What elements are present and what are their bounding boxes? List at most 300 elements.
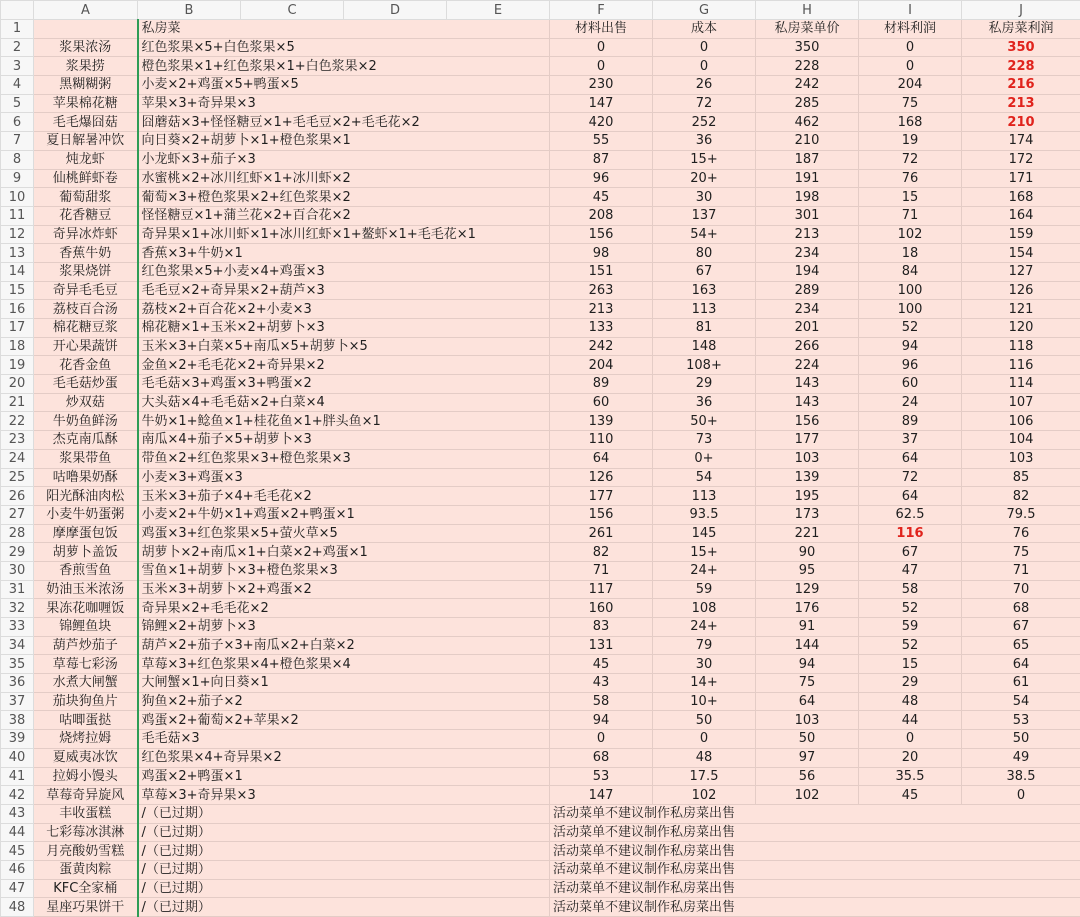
cell-i[interactable]: 24: [859, 393, 962, 412]
cell-g[interactable]: 137: [653, 206, 756, 225]
cell-ingredients[interactable]: /（已过期）: [138, 879, 550, 898]
cell-ingredients[interactable]: /（已过期）: [138, 823, 550, 842]
cell[interactable]: 私房菜利润: [962, 20, 1080, 39]
column-header-a[interactable]: A: [34, 1, 138, 20]
cell-i[interactable]: 75: [859, 94, 962, 113]
cell-j[interactable]: 70: [962, 580, 1080, 599]
cell-h[interactable]: 97: [756, 748, 859, 767]
cell-i[interactable]: 71: [859, 206, 962, 225]
row-number[interactable]: 22: [1, 412, 34, 431]
cell-dish-name[interactable]: 果冻花咖喱饭: [34, 599, 138, 618]
cell-g[interactable]: 54: [653, 468, 756, 487]
cell-ingredients[interactable]: 玉米×3+茄子×4+毛毛花×2: [138, 487, 550, 506]
cell-f[interactable]: 110: [550, 431, 653, 450]
cell-dish-name[interactable]: 浆果捞: [34, 57, 138, 76]
cell-g[interactable]: 24+: [653, 561, 756, 580]
cell-h[interactable]: 266: [756, 337, 859, 356]
cell-ingredients[interactable]: 奇异果×2+毛毛花×2: [138, 599, 550, 618]
cell-i[interactable]: 102: [859, 225, 962, 244]
cell-g[interactable]: 113: [653, 300, 756, 319]
cell-dish-name[interactable]: 荔枝百合汤: [34, 300, 138, 319]
cell-i[interactable]: 59: [859, 618, 962, 637]
cell-dish-name[interactable]: 拉姆小馒头: [34, 767, 138, 786]
cell-f[interactable]: 0: [550, 730, 653, 749]
row-number[interactable]: 13: [1, 244, 34, 263]
cell-ingredients[interactable]: 棉花糖×1+玉米×2+胡萝卜×3: [138, 319, 550, 338]
cell-dish-name[interactable]: 茄块狗鱼片: [34, 692, 138, 711]
cell-dish-name[interactable]: 星座巧果饼干: [34, 898, 138, 917]
cell-i[interactable]: 15: [859, 188, 962, 207]
cell-i[interactable]: 35.5: [859, 767, 962, 786]
cell-i[interactable]: 0: [859, 730, 962, 749]
cell-g[interactable]: 0+: [653, 449, 756, 468]
row-number[interactable]: 41: [1, 767, 34, 786]
cell-f[interactable]: 0: [550, 38, 653, 57]
cell-dish-name[interactable]: 咕唧蛋挞: [34, 711, 138, 730]
cell-i[interactable]: 204: [859, 76, 962, 95]
cell-f[interactable]: 68: [550, 748, 653, 767]
cell-h[interactable]: 173: [756, 505, 859, 524]
cell-j[interactable]: 164: [962, 206, 1080, 225]
cell-g[interactable]: 30: [653, 655, 756, 674]
cell-f[interactable]: 147: [550, 786, 653, 805]
cell-i[interactable]: 58: [859, 580, 962, 599]
column-header-c[interactable]: C: [241, 1, 344, 20]
cell-f[interactable]: 204: [550, 356, 653, 375]
row-number[interactable]: 32: [1, 599, 34, 618]
cell-dish-name[interactable]: 浆果烧饼: [34, 262, 138, 281]
cell-j[interactable]: 107: [962, 393, 1080, 412]
cell-j[interactable]: 168: [962, 188, 1080, 207]
cell-j[interactable]: 103: [962, 449, 1080, 468]
cell-f[interactable]: 160: [550, 599, 653, 618]
cell-ingredients[interactable]: 向日葵×2+胡萝卜×1+橙色浆果×1: [138, 132, 550, 151]
select-all-corner[interactable]: [1, 1, 34, 20]
cell-ingredients[interactable]: 鸡蛋×2+葡萄×2+苹果×2: [138, 711, 550, 730]
cell-dish-name[interactable]: 牛奶鱼鲜汤: [34, 412, 138, 431]
cell-i[interactable]: 64: [859, 487, 962, 506]
cell-f[interactable]: 420: [550, 113, 653, 132]
cell-ingredients[interactable]: 毛毛菇×3+鸡蛋×3+鸭蛋×2: [138, 375, 550, 394]
row-number[interactable]: 48: [1, 898, 34, 917]
cell-f[interactable]: 96: [550, 169, 653, 188]
cell-i[interactable]: 29: [859, 674, 962, 693]
cell-g[interactable]: 93.5: [653, 505, 756, 524]
row-number[interactable]: 42: [1, 786, 34, 805]
cell-dish-name[interactable]: 仙桃鲜虾卷: [34, 169, 138, 188]
cell-dish-name[interactable]: 奶油玉米浓汤: [34, 580, 138, 599]
cell-i[interactable]: 60: [859, 375, 962, 394]
cell-dish-name[interactable]: 花香糖豆: [34, 206, 138, 225]
cell-f[interactable]: 156: [550, 505, 653, 524]
cell-g[interactable]: 15+: [653, 150, 756, 169]
cell-g[interactable]: 73: [653, 431, 756, 450]
cell-j[interactable]: 50: [962, 730, 1080, 749]
cell-i[interactable]: 62.5: [859, 505, 962, 524]
cell-j[interactable]: 210: [962, 113, 1080, 132]
cell-i[interactable]: 52: [859, 599, 962, 618]
cell-note[interactable]: 活动菜单不建议制作私房菜出售: [550, 842, 1080, 861]
cell-i[interactable]: 84: [859, 262, 962, 281]
cell-g[interactable]: 108+: [653, 356, 756, 375]
cell-dish-name[interactable]: 胡萝卜盖饭: [34, 543, 138, 562]
cell-ingredients[interactable]: /（已过期）: [138, 898, 550, 917]
cell-h[interactable]: 94: [756, 655, 859, 674]
cell-dish-name[interactable]: 烧烤拉姆: [34, 730, 138, 749]
cell-g[interactable]: 79: [653, 636, 756, 655]
cell-ingredients[interactable]: 小麦×2+牛奶×1+鸡蛋×2+鸭蛋×1: [138, 505, 550, 524]
cell-h[interactable]: 234: [756, 244, 859, 263]
cell-ingredients[interactable]: 橙色浆果×1+红色浆果×1+白色浆果×2: [138, 57, 550, 76]
cell-ingredients[interactable]: 草莓×3+红色浆果×4+橙色浆果×4: [138, 655, 550, 674]
cell-ingredients[interactable]: 草莓×3+奇异果×3: [138, 786, 550, 805]
cell-dish-name[interactable]: 香煎雪鱼: [34, 561, 138, 580]
cell-i[interactable]: 96: [859, 356, 962, 375]
cell-j[interactable]: 350: [962, 38, 1080, 57]
cell-dish-name[interactable]: 葡萄甜浆: [34, 188, 138, 207]
cell-f[interactable]: 0: [550, 57, 653, 76]
cell-f[interactable]: 139: [550, 412, 653, 431]
cell-ingredients[interactable]: 荔枝×2+百合花×2+小麦×3: [138, 300, 550, 319]
cell-j[interactable]: 228: [962, 57, 1080, 76]
cell-i[interactable]: 52: [859, 319, 962, 338]
cell-f[interactable]: 45: [550, 655, 653, 674]
row-number[interactable]: 23: [1, 431, 34, 450]
column-header-i[interactable]: I: [859, 1, 962, 20]
row-number[interactable]: 45: [1, 842, 34, 861]
cell-g[interactable]: 20+: [653, 169, 756, 188]
cell-i[interactable]: 0: [859, 57, 962, 76]
cell-ingredients[interactable]: 毛毛豆×2+奇异果×2+葫芦×3: [138, 281, 550, 300]
cell-ingredients[interactable]: 苹果×3+奇异果×3: [138, 94, 550, 113]
cell-g[interactable]: 29: [653, 375, 756, 394]
cell-note[interactable]: 活动菜单不建议制作私房菜出售: [550, 879, 1080, 898]
cell-f[interactable]: 156: [550, 225, 653, 244]
cell-j[interactable]: 120: [962, 319, 1080, 338]
cell-j[interactable]: 54: [962, 692, 1080, 711]
cell[interactable]: 材料出售: [550, 20, 653, 39]
cell-j[interactable]: 68: [962, 599, 1080, 618]
cell-g[interactable]: 145: [653, 524, 756, 543]
cell-dish-name[interactable]: 月亮酸奶雪糕: [34, 842, 138, 861]
cell-j[interactable]: 76: [962, 524, 1080, 543]
cell[interactable]: 私房菜单价: [756, 20, 859, 39]
cell-j[interactable]: 71: [962, 561, 1080, 580]
cell-h[interactable]: 187: [756, 150, 859, 169]
cell-ingredients[interactable]: 葡萄×3+橙色浆果×2+红色浆果×2: [138, 188, 550, 207]
cell-dish-name[interactable]: 奇异毛毛豆: [34, 281, 138, 300]
cell-ingredients[interactable]: 香蕉×3+牛奶×1: [138, 244, 550, 263]
cell-f[interactable]: 117: [550, 580, 653, 599]
row-number[interactable]: 21: [1, 393, 34, 412]
cell-g[interactable]: 80: [653, 244, 756, 263]
cell-h[interactable]: 195: [756, 487, 859, 506]
cell-i[interactable]: 48: [859, 692, 962, 711]
cell-h[interactable]: 103: [756, 449, 859, 468]
cell-dish-name[interactable]: 棉花糖豆浆: [34, 319, 138, 338]
cell-h[interactable]: 143: [756, 393, 859, 412]
cell-ingredients[interactable]: 鸡蛋×2+鸭蛋×1: [138, 767, 550, 786]
cell-j[interactable]: 38.5: [962, 767, 1080, 786]
cell-j[interactable]: 67: [962, 618, 1080, 637]
cell-h[interactable]: 301: [756, 206, 859, 225]
cell-h[interactable]: 462: [756, 113, 859, 132]
cell-j[interactable]: 106: [962, 412, 1080, 431]
cell-dish-name[interactable]: 毛毛爆囧菇: [34, 113, 138, 132]
row-number[interactable]: 46: [1, 860, 34, 879]
cell-ingredients[interactable]: 葫芦×2+茄子×3+南瓜×2+白菜×2: [138, 636, 550, 655]
cell-i[interactable]: 94: [859, 337, 962, 356]
cell-h[interactable]: 201: [756, 319, 859, 338]
cell-note[interactable]: 活动菜单不建议制作私房菜出售: [550, 823, 1080, 842]
row-number[interactable]: 17: [1, 319, 34, 338]
cell-h[interactable]: 194: [756, 262, 859, 281]
cell-h[interactable]: 156: [756, 412, 859, 431]
row-number[interactable]: 15: [1, 281, 34, 300]
row-number[interactable]: 1: [1, 20, 34, 39]
cell-f[interactable]: 98: [550, 244, 653, 263]
cell-i[interactable]: 72: [859, 150, 962, 169]
cell-i[interactable]: 18: [859, 244, 962, 263]
cell-dish-name[interactable]: 香蕉牛奶: [34, 244, 138, 263]
cell-j[interactable]: 85: [962, 468, 1080, 487]
cell-ingredients[interactable]: 玉米×3+胡萝卜×2+鸡蛋×2: [138, 580, 550, 599]
row-number[interactable]: 3: [1, 57, 34, 76]
cell-dish-name[interactable]: 草莓七彩汤: [34, 655, 138, 674]
row-number[interactable]: 44: [1, 823, 34, 842]
column-header-f[interactable]: F: [550, 1, 653, 20]
cell-h[interactable]: 176: [756, 599, 859, 618]
row-number[interactable]: 38: [1, 711, 34, 730]
cell-h[interactable]: 285: [756, 94, 859, 113]
cell-i[interactable]: 64: [859, 449, 962, 468]
cell-f[interactable]: 208: [550, 206, 653, 225]
cell-g[interactable]: 59: [653, 580, 756, 599]
cell-h[interactable]: 350: [756, 38, 859, 57]
cell-i[interactable]: 100: [859, 300, 962, 319]
cell-dish-name[interactable]: 夏威夷冰饮: [34, 748, 138, 767]
column-header-h[interactable]: H: [756, 1, 859, 20]
row-number[interactable]: 18: [1, 337, 34, 356]
cell-g[interactable]: 102: [653, 786, 756, 805]
cell-dish-name[interactable]: 浆果带鱼: [34, 449, 138, 468]
cell-ingredients[interactable]: 红色浆果×5+小麦×4+鸡蛋×3: [138, 262, 550, 281]
cell-j[interactable]: 171: [962, 169, 1080, 188]
row-number[interactable]: 37: [1, 692, 34, 711]
cell-j[interactable]: 49: [962, 748, 1080, 767]
cell-i[interactable]: 100: [859, 281, 962, 300]
cell-i[interactable]: 19: [859, 132, 962, 151]
cell-g[interactable]: 148: [653, 337, 756, 356]
cell-note[interactable]: 活动菜单不建议制作私房菜出售: [550, 898, 1080, 917]
cell-g[interactable]: 15+: [653, 543, 756, 562]
cell-dish-name[interactable]: 开心果蔬饼: [34, 337, 138, 356]
cell-ingredients[interactable]: 小麦×2+鸡蛋×5+鸭蛋×5: [138, 76, 550, 95]
row-number[interactable]: 35: [1, 655, 34, 674]
cell-i[interactable]: 89: [859, 412, 962, 431]
cell-g[interactable]: 50+: [653, 412, 756, 431]
cell-dish-name[interactable]: 炒双菇: [34, 393, 138, 412]
cell-g[interactable]: 0: [653, 38, 756, 57]
cell-ingredients[interactable]: 水蜜桃×2+冰川红虾×1+冰川虾×2: [138, 169, 550, 188]
cell-ingredients[interactable]: 怪怪糖豆×1+蒲兰花×2+百合花×2: [138, 206, 550, 225]
cell-f[interactable]: 87: [550, 150, 653, 169]
cell-j[interactable]: 53: [962, 711, 1080, 730]
row-number[interactable]: 8: [1, 150, 34, 169]
cell-f[interactable]: 53: [550, 767, 653, 786]
cell-dish-name[interactable]: 苹果棉花糖: [34, 94, 138, 113]
cell-f[interactable]: 55: [550, 132, 653, 151]
cell-dish-name[interactable]: 水煮大闸蟹: [34, 674, 138, 693]
cell-dish-name[interactable]: 黑糊糊粥: [34, 76, 138, 95]
cell-g[interactable]: 67: [653, 262, 756, 281]
cell-g[interactable]: 252: [653, 113, 756, 132]
cell-f[interactable]: 151: [550, 262, 653, 281]
cell-j[interactable]: 104: [962, 431, 1080, 450]
cell-f[interactable]: 213: [550, 300, 653, 319]
cell-j[interactable]: 127: [962, 262, 1080, 281]
cell-h[interactable]: 177: [756, 431, 859, 450]
row-number[interactable]: 6: [1, 113, 34, 132]
cell-f[interactable]: 60: [550, 393, 653, 412]
cell-h[interactable]: 224: [756, 356, 859, 375]
cell-h[interactable]: 228: [756, 57, 859, 76]
cell-ingredients[interactable]: 带鱼×2+红色浆果×3+橙色浆果×3: [138, 449, 550, 468]
cell-ingredients[interactable]: 小麦×3+鸡蛋×3: [138, 468, 550, 487]
cell-j[interactable]: 116: [962, 356, 1080, 375]
cell-f[interactable]: 242: [550, 337, 653, 356]
cell-i[interactable]: 72: [859, 468, 962, 487]
cell-f[interactable]: 177: [550, 487, 653, 506]
cell-g[interactable]: 81: [653, 319, 756, 338]
cell-h[interactable]: 144: [756, 636, 859, 655]
cell-g[interactable]: 163: [653, 281, 756, 300]
cell[interactable]: 材料利润: [859, 20, 962, 39]
cell-h[interactable]: 143: [756, 375, 859, 394]
cell-ingredients[interactable]: 红色浆果×4+奇异果×2: [138, 748, 550, 767]
row-number[interactable]: 34: [1, 636, 34, 655]
cell-ingredients[interactable]: 狗鱼×2+茄子×2: [138, 692, 550, 711]
row-number[interactable]: 12: [1, 225, 34, 244]
row-number[interactable]: 25: [1, 468, 34, 487]
cell-ingredients[interactable]: 小龙虾×3+茄子×3: [138, 150, 550, 169]
row-number[interactable]: 24: [1, 449, 34, 468]
cell-ingredients[interactable]: 锦鲤×2+胡萝卜×3: [138, 618, 550, 637]
cell-dish-name[interactable]: 锦鲤鱼块: [34, 618, 138, 637]
cell-dish-name[interactable]: 花香金鱼: [34, 356, 138, 375]
row-number[interactable]: 40: [1, 748, 34, 767]
cell-note[interactable]: 活动菜单不建议制作私房菜出售: [550, 804, 1080, 823]
cell-j[interactable]: 64: [962, 655, 1080, 674]
cell-f[interactable]: 131: [550, 636, 653, 655]
cell-ingredients[interactable]: 玉米×3+白菜×5+南瓜×5+胡萝卜×5: [138, 337, 550, 356]
cell-j[interactable]: 65: [962, 636, 1080, 655]
cell-g[interactable]: 24+: [653, 618, 756, 637]
cell-j[interactable]: 174: [962, 132, 1080, 151]
cell-j[interactable]: 213: [962, 94, 1080, 113]
cell-h[interactable]: 64: [756, 692, 859, 711]
cell-dish-name[interactable]: 蛋黄肉粽: [34, 860, 138, 879]
cell-f[interactable]: 261: [550, 524, 653, 543]
row-number[interactable]: 7: [1, 132, 34, 151]
cell-h[interactable]: 139: [756, 468, 859, 487]
cell-h[interactable]: 234: [756, 300, 859, 319]
cell-f[interactable]: 126: [550, 468, 653, 487]
cell[interactable]: 私房菜: [138, 20, 550, 39]
column-header-g[interactable]: G: [653, 1, 756, 20]
row-number[interactable]: 29: [1, 543, 34, 562]
cell-dish-name[interactable]: 夏日解暑冲饮: [34, 132, 138, 151]
cell-i[interactable]: 0: [859, 38, 962, 57]
cell-j[interactable]: 0: [962, 786, 1080, 805]
cell-dish-name[interactable]: 丰收蛋糕: [34, 804, 138, 823]
row-number[interactable]: 39: [1, 730, 34, 749]
column-header-b[interactable]: B: [138, 1, 241, 20]
cell-i[interactable]: 76: [859, 169, 962, 188]
cell-f[interactable]: 263: [550, 281, 653, 300]
cell-h[interactable]: 90: [756, 543, 859, 562]
cell-dish-name[interactable]: 摩摩蛋包饭: [34, 524, 138, 543]
row-number[interactable]: 31: [1, 580, 34, 599]
row-number[interactable]: 14: [1, 262, 34, 281]
cell-ingredients[interactable]: /（已过期）: [138, 804, 550, 823]
cell-f[interactable]: 89: [550, 375, 653, 394]
cell-g[interactable]: 54+: [653, 225, 756, 244]
cell-h[interactable]: 191: [756, 169, 859, 188]
cell-dish-name[interactable]: 奇异冰炸虾: [34, 225, 138, 244]
cell-dish-name[interactable]: 炖龙虾: [34, 150, 138, 169]
row-number[interactable]: 36: [1, 674, 34, 693]
cell-i[interactable]: 67: [859, 543, 962, 562]
cell-f[interactable]: 43: [550, 674, 653, 693]
cell-g[interactable]: 0: [653, 57, 756, 76]
cell-g[interactable]: 113: [653, 487, 756, 506]
column-header-e[interactable]: E: [447, 1, 550, 20]
cell-j[interactable]: 75: [962, 543, 1080, 562]
cell-note[interactable]: 活动菜单不建议制作私房菜出售: [550, 860, 1080, 879]
cell-j[interactable]: 79.5: [962, 505, 1080, 524]
cell-g[interactable]: 0: [653, 730, 756, 749]
column-header-d[interactable]: D: [344, 1, 447, 20]
column-header-j[interactable]: J: [962, 1, 1080, 20]
cell-j[interactable]: 118: [962, 337, 1080, 356]
row-number[interactable]: 11: [1, 206, 34, 225]
cell-dish-name[interactable]: 七彩莓冰淇淋: [34, 823, 138, 842]
cell-ingredients[interactable]: 金鱼×2+毛毛花×2+奇异果×2: [138, 356, 550, 375]
row-number[interactable]: 4: [1, 76, 34, 95]
cell-g[interactable]: 108: [653, 599, 756, 618]
cell-i[interactable]: 52: [859, 636, 962, 655]
cell-h[interactable]: 242: [756, 76, 859, 95]
row-number[interactable]: 28: [1, 524, 34, 543]
cell-dish-name[interactable]: 葫芦炒茄子: [34, 636, 138, 655]
row-number[interactable]: 2: [1, 38, 34, 57]
cell-ingredients[interactable]: 奇异果×1+冰川虾×1+冰川红虾×1+鳌虾×1+毛毛花×1: [138, 225, 550, 244]
cell-j[interactable]: 172: [962, 150, 1080, 169]
cell-h[interactable]: 129: [756, 580, 859, 599]
cell-dish-name[interactable]: 阳光酥油肉松: [34, 487, 138, 506]
cell-h[interactable]: 95: [756, 561, 859, 580]
cell-i[interactable]: 45: [859, 786, 962, 805]
cell-g[interactable]: 10+: [653, 692, 756, 711]
cell-j[interactable]: 121: [962, 300, 1080, 319]
cell-f[interactable]: 147: [550, 94, 653, 113]
cell-h[interactable]: 221: [756, 524, 859, 543]
cell-f[interactable]: 230: [550, 76, 653, 95]
cell-j[interactable]: 216: [962, 76, 1080, 95]
cell-i[interactable]: 47: [859, 561, 962, 580]
cell-h[interactable]: 50: [756, 730, 859, 749]
